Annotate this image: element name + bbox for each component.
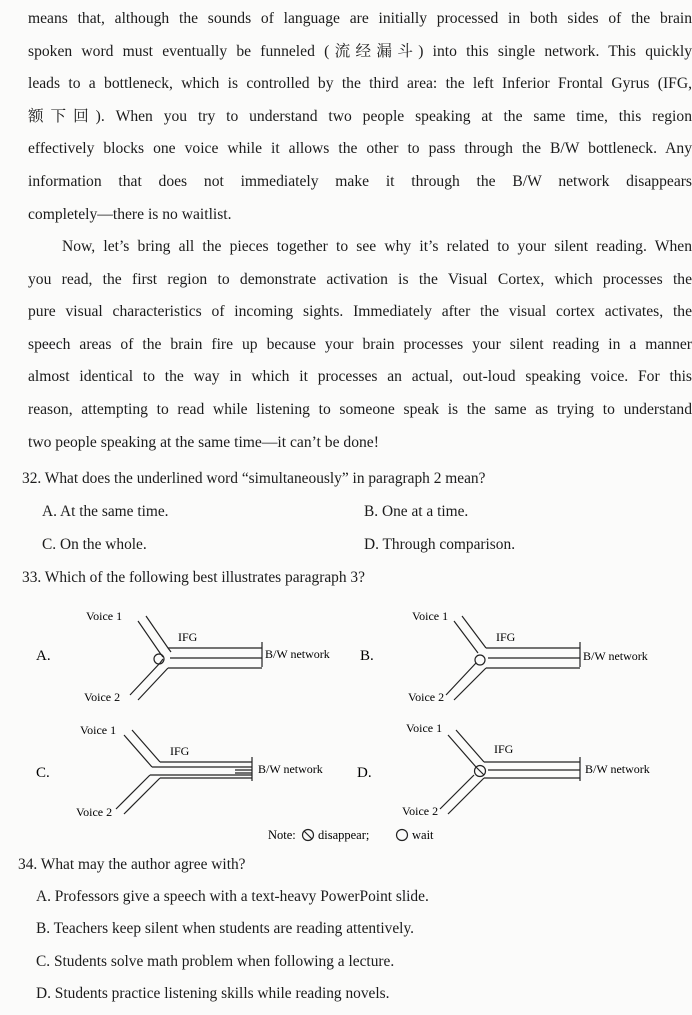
question-32-option-b[interactable]: B. One at a time. [364, 503, 469, 520]
passage-line: Now, let’s bring all the pieces together to see why it’s related to your silent reading. When [62, 238, 692, 255]
question-32-option-c[interactable]: C. On the whole. [42, 536, 147, 553]
passage-line: information that does not immediately make it through the B/W network disappears [28, 172, 692, 190]
passage-line: spoken word must eventually be funneled (流经漏斗) into this single network. This quickly [28, 42, 692, 60]
passage-line: leads to a bottleneck, which is controlled by the third area: the left Inferior Frontal Gyrus (IFG, [28, 75, 692, 93]
bw-network-label: B/W network [258, 762, 323, 776]
question-34-option-b[interactable]: B. Teachers keep silent when students are reading attentively. [36, 920, 415, 937]
disappear-circle-icon [475, 766, 486, 777]
question-33-stem: 33. Which of the following best illustrates paragraph 3? [22, 569, 365, 586]
question-34-option-c[interactable]: C. Students solve math problem when following a lecture. [36, 953, 395, 970]
diagram-label-c: C. [36, 765, 50, 781]
passage-line: 额下回). When you try to understand two people speaking at the same time, this region [28, 107, 692, 125]
question-32-option-d[interactable]: D. Through comparison. [364, 536, 516, 553]
note-disappear: disappear; [318, 828, 370, 842]
question-34-option-a[interactable]: A. Professors give a speech with a text-heavy PowerPoint slide. [36, 888, 429, 905]
wait-icon [397, 830, 408, 841]
bw-network-label: B/W network [585, 762, 650, 776]
voice-2-label: Voice 2 [84, 690, 121, 704]
question-34-option-d[interactable]: D. Students practice listening skills while reading novels. [36, 985, 390, 1002]
ifg-label: IFG [496, 630, 516, 644]
wait-circle-icon [475, 655, 485, 665]
passage-line: reason, attempting to read while listening to someone speak is the same as trying to understand [28, 400, 692, 418]
note-wait: wait [412, 828, 434, 842]
ifg-label: IFG [178, 630, 198, 644]
voice-1-label: Voice 1 [80, 723, 117, 737]
diagram-c[interactable] [36, 723, 323, 819]
question-32-stem: 32. What does the underlined word “simultaneously” in paragraph 2 mean? [22, 470, 486, 487]
ifg-label: IFG [170, 744, 190, 758]
passage-paragraph [28, 3, 692, 231]
question-32-option-a[interactable]: A. At the same time. [42, 503, 169, 520]
passage-line: pure visual characteristics of incoming sights. Immediately after the visual cortex activates, the [28, 303, 692, 321]
disappear-icon [303, 830, 314, 841]
passage-paragraph-final [28, 231, 692, 459]
diagram-label-a: A. [36, 648, 51, 664]
ifg-label: IFG [494, 742, 514, 756]
passage-line: completely—there is no waitlist. [28, 205, 232, 223]
voice-1-label: Voice 1 [412, 609, 449, 623]
voice-2-label: Voice 2 [408, 690, 445, 704]
diagram-d[interactable] [357, 721, 650, 818]
passage-line: two people speaking at the same time—it can’t be done! [28, 433, 379, 451]
question-34-stem: 34. What may the author agree with? [18, 856, 246, 873]
passage-line: you read, the first region to demonstrate activation is the Visual Cortex, which processes the [28, 270, 692, 288]
bw-network-label: B/W network [583, 649, 648, 663]
diagram-label-d: D. [357, 765, 372, 781]
note-prefix: Note: [268, 828, 296, 842]
voice-2-label: Voice 2 [76, 805, 113, 819]
voice-2-label: Voice 2 [402, 804, 439, 818]
question-33-diagrams [0, 597, 692, 857]
passage-line: effectively blocks one voice while it allows the other to pass through the B/W bottleneck. Any [28, 140, 692, 158]
voice-1-label: Voice 1 [406, 721, 443, 735]
diagram-label-b: B. [360, 648, 374, 664]
passage-line: almost identical to the way in which it processes an actual, out-loud speaking voice. For this [28, 368, 692, 386]
diagram-a[interactable] [36, 609, 330, 704]
diagram-note [268, 828, 434, 842]
voice-1-label: Voice 1 [86, 609, 123, 623]
diagram-b[interactable] [360, 609, 648, 704]
passage-line: speech areas of the brain fire up because your brain processes your silent reading in a manner [28, 335, 692, 353]
bw-network-label: B/W network [265, 647, 330, 661]
passage-line: means that, although the sounds of language are initially processed in both sides of the brain [28, 10, 692, 27]
